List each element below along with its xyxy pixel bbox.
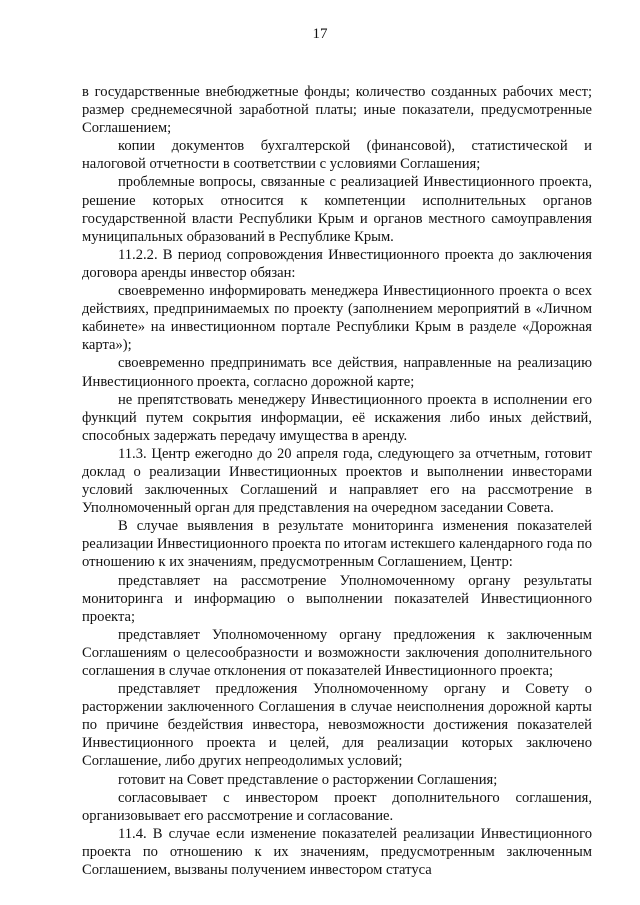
paragraph-continuation: в государственные внебюджетные фонды; количество созданных рабочих мест; размер среднемесячной заработной платы; иные показатели, предусмотренные Соглашением;: [82, 84, 592, 137]
paragraph: своевременно информировать менеджера Инвестиционного проекта о всех действиях, предпринимаемых по проекту (заполнением мероприятий в «Личном кабинете» на инвестиционном портале Республики Крым в разделе «Дорожная карта»);: [82, 283, 592, 354]
page-number: 17: [312, 26, 328, 42]
paragraph: не препятствовать менеджеру Инвестиционного проекта в исполнении его функций путем сокрытия информации, её искажения либо иных действий, способных задержать передачу имущества в аренду.: [82, 391, 592, 444]
paragraph: копии документов бухгалтерской (финансовой), статистической и налоговой отчетности в соответствии с условиями Соглашения;: [82, 138, 592, 173]
paragraph-section-11-2-2: 11.2.2. В период сопровождения Инвестиционного проекта до заключения договора аренды инвестор обязан:: [82, 246, 592, 281]
paragraph-section-11-4: 11.4. В случае если изменение показателей реализации Инвестиционного проекта по отношению к их значениям, предусмотренным заключенным Соглашением, вызваны получением инвестором статуса: [82, 825, 592, 879]
paragraph: В случае выявления в результате мониторинга изменения показателей реализации Инвестиционного проекта по итогам истекшего календарного года по отношению к их значениям, предусмотренным Соглашением, Центр:: [82, 518, 592, 571]
paragraph: представляет предложения Уполномоченному органу и Совету о расторжении заключенного Соглашения в случае неисполнения дорожной карты по причине бездействия инвестора, невозможности достижения показателей Инвестиционного проекта и целей, для реализации которых заключено Соглашение, либо других непреодолимых условий;: [82, 681, 592, 770]
paragraph: своевременно предпринимать все действия, направленные на реализацию Инвестиционного проекта, согласно дорожной карте;: [82, 355, 592, 390]
paragraph: готовит на Совет представление о расторжении Соглашения;: [118, 771, 498, 788]
paragraph: представляет Уполномоченному органу предложения к заключенным Соглашениям о целесообразности и возможности заключения дополнительного соглашения в случае отклонения от показателей Инвестиционного проекта;: [82, 626, 592, 679]
paragraph: согласовывает с инвестором проект дополнительного соглашения, организовывает его рассмотрение и согласование.: [82, 789, 592, 824]
paragraph: проблемные вопросы, связанные с реализацией Инвестиционного проекта, решение которых относится к компетенции исполнительных органов государственной власти Республики Крым и органов местного самоуправления муниципальных образований в Республике Крым.: [82, 174, 592, 245]
document-body: [82, 83, 592, 879]
paragraph-section-11-3: 11.3. Центр ежегодно до 20 апреля года, следующего за отчетным, готовит доклад о реализации Инвестиционных проектов и выполнении инвесторами условий заключенных Соглашений и направляет его на рассмотрение в Уполномоченный орган для представления на очередном заседании Совета.: [82, 445, 592, 517]
paragraph: представляет на рассмотрение Уполномоченному органу результаты мониторинга и информацию о выполнении показателей Инвестиционного проекта;: [82, 572, 592, 625]
